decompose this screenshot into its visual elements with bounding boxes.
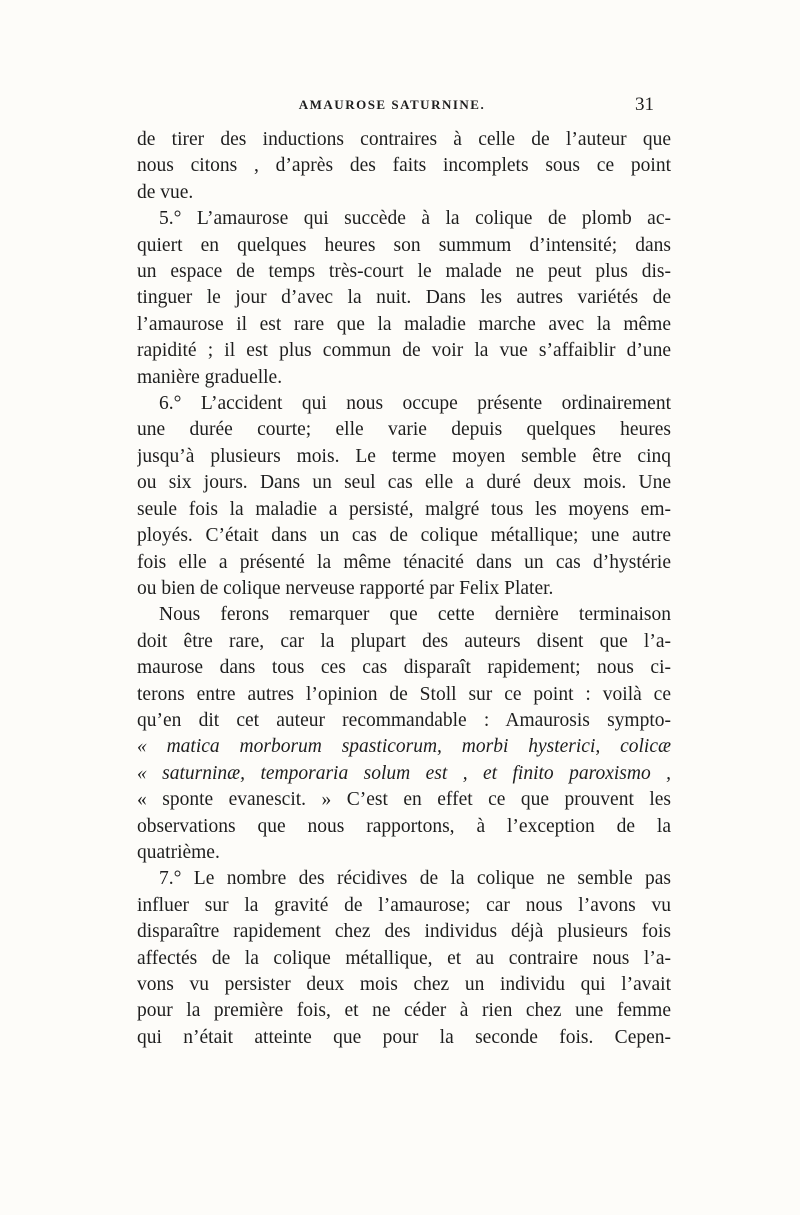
text-line: 5.° L’amaurose qui succède à la colique de plomb ac- <box>159 208 671 230</box>
text-line: doit être rare, car la plupart des auteurs disent que l’a- <box>137 630 671 652</box>
running-title: AMAUROSE SATURNINE. <box>298 97 486 112</box>
text-line: quiert en quelques heures son summum d’intensité; dans <box>137 234 671 256</box>
text-line: ployés. C’était dans un cas de colique métallique; une autre <box>137 525 671 547</box>
text-line: 7.° Le nombre des récidives de la colique ne semble pas <box>159 868 671 890</box>
text-line: qui n’était atteinte que pour la seconde fois. Cepen- <box>137 1026 671 1048</box>
text-line: de vue. <box>137 181 194 203</box>
text-line: observations que nous rapportons, à l’exception de la <box>137 815 671 837</box>
page-number: 31 <box>635 94 654 115</box>
text-line: « saturninæ, temporaria solum est , et finito paroxismo , <box>137 762 671 784</box>
text-line: quatrième. <box>137 841 220 863</box>
text-line: rapidité ; il est plus commun de voir la vue s’affaiblir d’une <box>137 340 671 362</box>
text-line: disparaître rapidement chez des individus déjà plusieurs fois <box>137 921 671 943</box>
text-line: ou six jours. Dans un seul cas elle a duré deux mois. Une <box>137 472 671 494</box>
text-line: « sponte evanescit. » C’est en effet ce que prouvent les <box>137 789 671 811</box>
text-line: un espace de temps très-court le malade ne peut plus dis- <box>137 261 671 283</box>
text-line: vons vu persister deux mois chez un individu qui l’avait <box>137 974 671 995</box>
text-line: « matica morborum spasticorum, morbi hysterici, colicæ <box>137 736 671 758</box>
text-line: qu’en dit cet auteur recommandable : Amaurosis sympto- <box>137 709 671 731</box>
text-line: ou bien de colique nerveuse rapporté par Felix Plater. <box>137 577 554 599</box>
text-line: Nous ferons remarquer que cette dernière terminaison <box>159 604 671 626</box>
text-line: une durée courte; elle varie depuis quelques heures <box>137 419 671 441</box>
text-line: pour la première fois, et ne céder à rien chez une femme <box>137 1000 671 1022</box>
text-line: 6.° L’accident qui nous occupe présente ordinairement <box>159 393 671 415</box>
text-line: influer sur la gravité de l’amaurose; car nous l’avons vu <box>137 894 671 916</box>
text-line: tinguer le jour d’avec la nuit. Dans les autres variétés de <box>137 287 671 309</box>
running-head <box>130 94 654 121</box>
text-line: terons entre autres l’opinion de Stoll sur ce point : voilà ce <box>137 683 671 705</box>
text-line: affectés de la colique métallique, et au contraire nous l’a- <box>137 947 671 969</box>
text-line: l’amaurose il est rare que la maladie marche avec la même <box>137 313 671 335</box>
text-line: jusqu’à plusieurs mois. Le terme moyen semble être cinq <box>137 445 671 467</box>
text-line: nous citons , d’après des faits incomplets sous ce point <box>137 155 671 177</box>
text-line: manière graduelle. <box>137 366 283 388</box>
text-line: maurose dans tous ces cas disparaît rapidement; nous ci- <box>137 657 671 679</box>
body-text <box>137 127 671 1051</box>
text-line: fois elle a présenté la même ténacité dans un cas d’hystérie <box>137 551 671 573</box>
text-line: seule fois la maladie a persisté, malgré tous les moyens em- <box>137 498 671 520</box>
text-line: de tirer des inductions contraires à celle de l’auteur que <box>137 129 671 150</box>
